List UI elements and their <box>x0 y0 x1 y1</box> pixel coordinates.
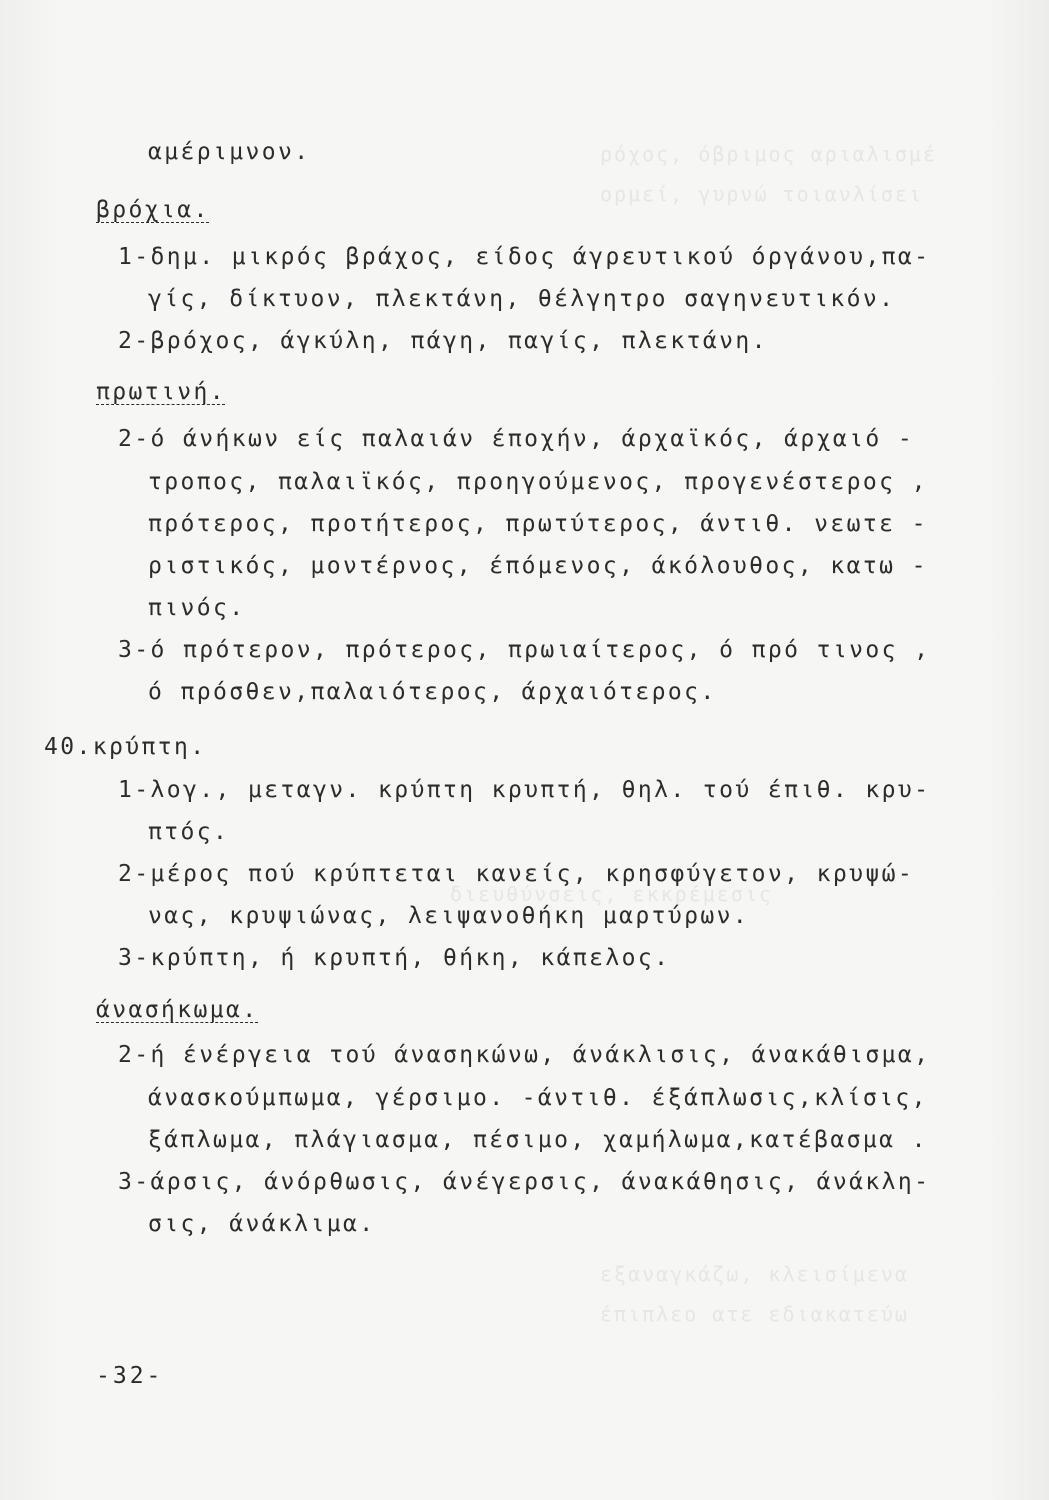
definition-line: 3-άρσις, άνόρθωσις, άνέγερσις, άνακάθησις, άνάκλη- <box>118 1169 931 1195</box>
numbered-headword: 40.κρύπτη. <box>44 734 207 760</box>
bleed-through: διευθύνσεις, εκκρέμεσις <box>450 882 773 906</box>
definition-line: 1-δημ. μικρός βράχος, είδος άγρευτικού όργάνου,πα- <box>118 244 931 270</box>
bleed-through: έπιπλεο ατε εδιακατεύω <box>600 1302 909 1326</box>
definition-line: 2-ό άνήκων είς παλαιάν έποχήν, άρχαϊκός, άρχαιό - <box>118 426 915 452</box>
headword: βρόχια. <box>96 197 210 223</box>
definition-line: 3-ό πρότερον, πρότερος, πρωιαίτερος, ό πρό τινος , <box>118 637 931 663</box>
definition-line: ξάπλωμα, πλάγιασμα, πέσιμο, χαμήλωμα,κατέβασμα . <box>148 1127 928 1153</box>
bleed-through: ρόχος, όβριμος αριαλισμέ <box>600 142 937 166</box>
definition-line: νας, κρυψιώνας, λειψανοθήκη μαρτύρων. <box>148 903 750 929</box>
page-number: -32- <box>96 1363 164 1389</box>
definition-line: 2-βρόχος, άγκύλη, πάγη, παγίς, πλεκτάνη. <box>118 328 768 354</box>
definition-line: σις, άνάκλιμα. <box>148 1211 376 1237</box>
definition-line: τροπος, παλαιϊκός, προηγούμενος, προγενέστερος , <box>148 469 928 495</box>
definition-line: άνασκούμπωμα, γέρσιμο. -άντιθ. έξάπλωσις,κλίσις, <box>148 1085 928 1111</box>
headword: άνασήκωμα. <box>96 997 259 1023</box>
definition-line: γίς, δίκτυον, πλεκτάνη, θέλγητρο σαγηνευτικόν. <box>148 286 896 312</box>
bleed-through: εξαναγκάζω, κλεισίμενα <box>600 1262 909 1286</box>
definition-line: πινός. <box>148 595 246 621</box>
entry-line: αμέριμνον. <box>148 139 311 165</box>
bleed-through: ορμεί, γυρνώ τοιανλίσει <box>600 182 923 206</box>
headword: πρωτινή. <box>96 379 226 405</box>
definition-line: πτός. <box>148 819 230 845</box>
definition-line: ό πρόσθεν,παλαιότερος, άρχαιότερος. <box>148 679 717 705</box>
definition-line: ριστικός, μοντέρνος, έπόμενος, άκόλουθος, κατω - <box>148 553 928 579</box>
definition-line: 3-κρύπτη, ή κρυπτή, θήκη, κάπελος. <box>118 945 671 971</box>
definition-line: 2-ή ένέργεια τού άνασηκώνω, άνάκλισις, άνακάθισμα, <box>118 1042 931 1068</box>
definition-line: πρότερος, προτήτερος, πρωτύτερος, άντιθ. νεωτε - <box>148 511 928 537</box>
definition-line: 2-μέρος πού κρύπτεται κανείς, κρησφύγετον, κρυψώ- <box>118 861 915 887</box>
definition-line: 1-λογ., μεταγν. κρύπτη κρυπτή, θηλ. τού έπιθ. κρυ- <box>118 777 931 803</box>
